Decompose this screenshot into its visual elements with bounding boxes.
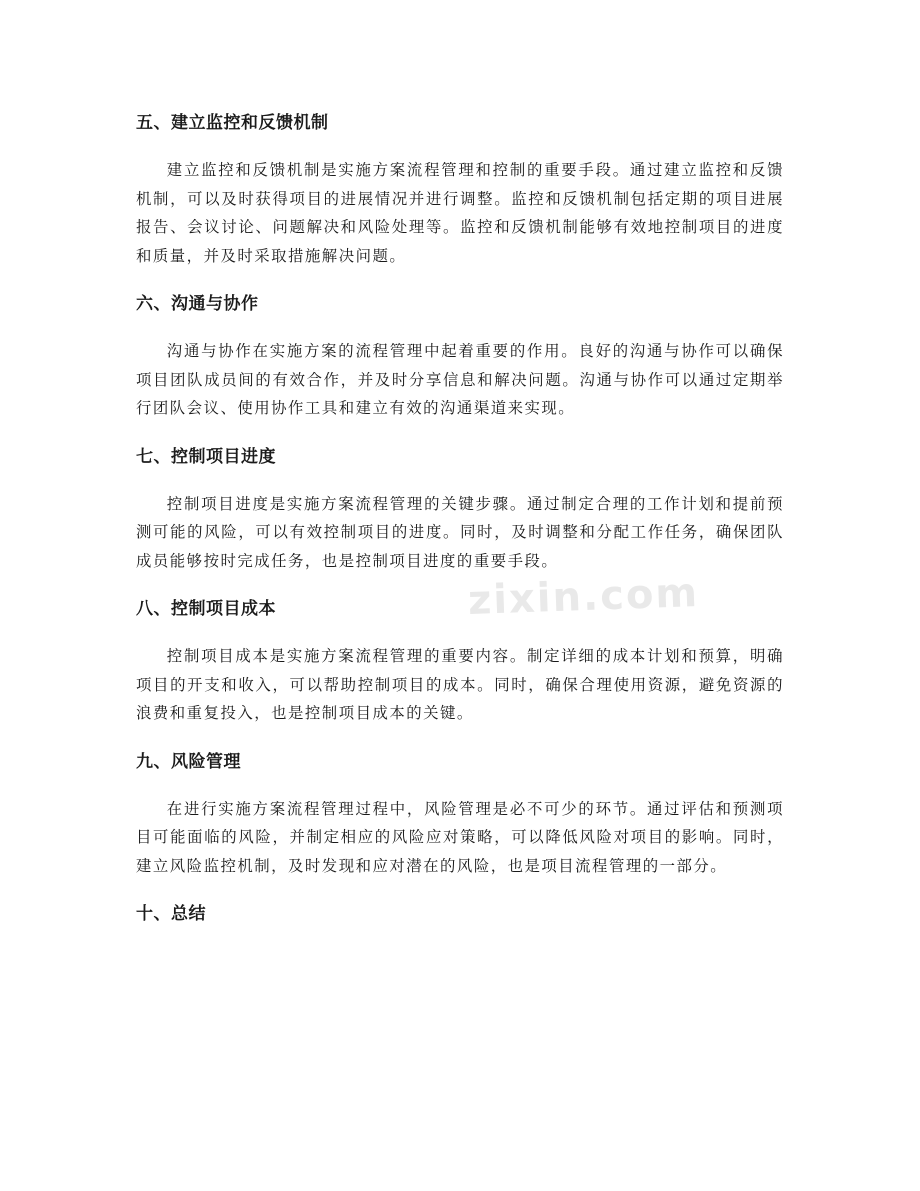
section-10 xyxy=(136,898,784,930)
watermark-text: zixin.com xyxy=(467,569,700,625)
section-paragraph: 建立监控和反馈机制是实施方案流程管理和控制的重要手段。通过建立监控和反馈机制，可以及时获得项目的进展情况并进行调整。监控和反馈机制包括定期的项目进展报告、会议讨论、问题解决和风险处理等。监控和反馈机制能够有效地控制项目的进度和质量，并及时采取措施解决问题。 xyxy=(136,161,784,265)
section-5 xyxy=(136,107,784,270)
section-heading: 五、建立监控和反馈机制 xyxy=(136,113,329,133)
section-7 xyxy=(136,441,784,576)
section-heading: 七、控制项目进度 xyxy=(136,446,276,467)
section-8 xyxy=(136,593,784,728)
document-body xyxy=(136,107,784,930)
section-heading: 九、风险管理 xyxy=(136,751,241,772)
section-paragraph: 控制项目成本是实施方案流程管理的重要内容。制定详细的成本计划和预算，明确项目的开支和收入，可以帮助控制项目的成本。同时，确保合理使用资源，避免资源的浪费和重复投入，也是控制项目成本的关键。 xyxy=(136,647,784,722)
section-paragraph: 沟通与协作在实施方案的流程管理中起着重要的作用。良好的沟通与协作可以确保项目团队成员间的有效合作，并及时分享信息和解决问题。沟通与协作可以通过定期举行团队会议、使用协作工具和建立有效的沟通渠道来实现。 xyxy=(136,342,784,417)
section-heading: 八、控制项目成本 xyxy=(136,599,276,619)
section-heading: 十、总结 xyxy=(136,904,206,924)
section-heading: 六、沟通与协作 xyxy=(136,294,259,314)
section-paragraph: 在进行实施方案流程管理过程中，风险管理是必不可少的环节。通过评估和预测项目可能面临的风险，并制定相应的风险应对策略，可以降低风险对项目的影响。同时，建立风险监控机制，及时发现和应对潜在的风险，也是项目流程管理的一部分。 xyxy=(136,799,784,875)
section-9 xyxy=(136,746,784,881)
section-paragraph: 控制项目进度是实施方案流程管理的关键步骤。通过制定合理的工作计划和提前预测可能的风险，可以有效控制项目的进度。同时，及时调整和分配工作任务，确保团队成员能够按时完成任务，也是控制项目进度的重要手段。 xyxy=(136,494,784,570)
section-6 xyxy=(136,288,784,423)
